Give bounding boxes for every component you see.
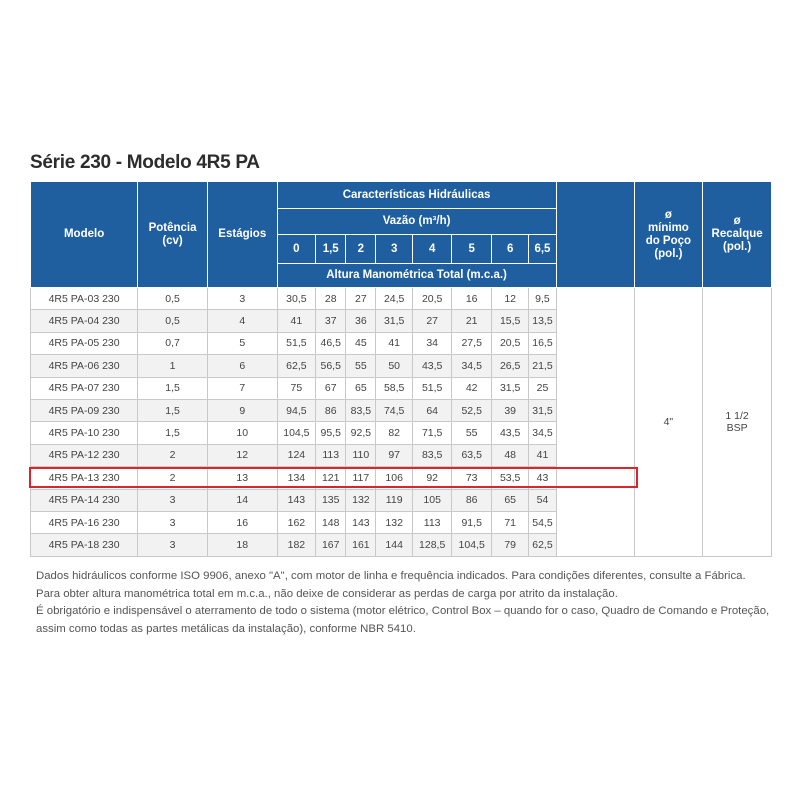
cell-altura: 27 [412, 310, 452, 332]
header-flow: 5 [452, 235, 492, 264]
header-flow: 0 [277, 235, 316, 264]
header-flow: 2 [346, 235, 376, 264]
header-potencia [138, 182, 208, 288]
header-flow: 4 [412, 235, 452, 264]
cell-altura: 162 [277, 511, 316, 533]
spec-table [30, 181, 772, 557]
cell-altura: 16 [452, 288, 492, 310]
cell-altura: 124 [277, 444, 316, 466]
cell-altura: 42 [452, 377, 492, 399]
header-flow: 1,5 [316, 235, 346, 264]
cell-altura: 71 [491, 511, 528, 533]
cell-estagios: 18 [207, 534, 277, 556]
cell-altura: 12 [491, 288, 528, 310]
cell-altura: 105 [412, 489, 452, 511]
header-recalque-line-2: (pol.) [723, 241, 752, 253]
cell-altura: 34,5 [529, 422, 556, 444]
cell-altura: 62,5 [529, 534, 556, 556]
cell-modelo: 4R5 PA-14 230 [31, 489, 138, 511]
cell-modelo: 4R5 PA-04 230 [31, 310, 138, 332]
note: assim como todas as partes metálicas da instalação), conforme NBR 5410. [36, 622, 416, 635]
cell-altura: 26,5 [491, 355, 528, 377]
cell-modelo: 4R5 PA-09 230 [31, 399, 138, 421]
cell-potencia: 3 [138, 534, 208, 556]
cell-estagios: 14 [207, 489, 277, 511]
cell-altura: 31,5 [491, 377, 528, 399]
cell-altura: 53,5 [491, 467, 528, 489]
cell-altura: 46,5 [316, 332, 346, 354]
header-poco-line-0: ø [664, 208, 672, 221]
cell-altura: 182 [277, 534, 316, 556]
cell-altura: 51,5 [412, 377, 452, 399]
cell-altura: 56,5 [316, 355, 346, 377]
cell-altura: 16,5 [529, 332, 556, 354]
header-modelo: Modelo [31, 182, 138, 288]
cell-altura: 144 [376, 534, 412, 556]
cell-altura: 27,5 [452, 332, 492, 354]
cell-altura: 128,5 [412, 534, 452, 556]
cell-altura: 110 [346, 444, 376, 466]
cell-altura: 28 [316, 288, 346, 310]
header-estagios: Estágios [207, 182, 277, 288]
cell-altura: 54 [529, 489, 556, 511]
cell-altura: 45 [346, 332, 376, 354]
cell-altura: 64 [412, 399, 452, 421]
cell-altura: 41 [376, 332, 412, 354]
cell-modelo: 4R5 PA-07 230 [31, 377, 138, 399]
cell-altura: 41 [529, 444, 556, 466]
header-poco [634, 182, 703, 288]
cell-recalque-line: 1 1/2 [725, 409, 749, 422]
cell-potencia: 1,5 [138, 422, 208, 444]
header-poco-line-3: (pol.) [654, 247, 683, 260]
cell-altura: 55 [452, 422, 492, 444]
cell-estagios: 10 [207, 422, 277, 444]
cell-altura: 65 [491, 489, 528, 511]
cell-altura: 21,5 [529, 355, 556, 377]
notes [36, 568, 776, 638]
cell-poco: 4" [634, 288, 703, 557]
cell-altura: 52,5 [452, 399, 492, 421]
cell-altura: 31,5 [529, 399, 556, 421]
header-potencia-label: Potência [148, 221, 197, 234]
cell-potencia: 2 [138, 444, 208, 466]
cell-altura: 36 [346, 310, 376, 332]
cell-altura: 121 [316, 467, 346, 489]
cell-potencia: 1 [138, 355, 208, 377]
cell-estagios: 12 [207, 444, 277, 466]
header-flow: 6,5 [529, 235, 556, 264]
cell-altura: 34 [412, 332, 452, 354]
cell-altura: 21 [452, 310, 492, 332]
cell-altura: 31,5 [376, 310, 412, 332]
cell-potencia: 0,5 [138, 288, 208, 310]
header-flow: 6 [491, 235, 528, 264]
cell-estagios: 6 [207, 355, 277, 377]
header-blank [556, 182, 634, 288]
cell-altura: 54,5 [529, 511, 556, 533]
cell-altura: 167 [316, 534, 346, 556]
cell-altura: 48 [491, 444, 528, 466]
cell-modelo: 4R5 PA-18 230 [31, 534, 138, 556]
cell-altura: 113 [412, 511, 452, 533]
cell-modelo: 4R5 PA-06 230 [31, 355, 138, 377]
cell-recalque-line: BSP [726, 421, 748, 434]
cell-altura: 20,5 [412, 288, 452, 310]
cell-altura: 24,5 [376, 288, 412, 310]
cell-altura: 65 [346, 377, 376, 399]
cell-altura: 73 [452, 467, 492, 489]
cell-altura: 94,5 [277, 399, 316, 421]
cell-altura: 148 [316, 511, 346, 533]
note: Dados hidráulicos conforme ISO 9906, anexo "A", com motor de linha e frequência indicados. Para condições diferentes, consulte a Fábrica. [36, 570, 746, 582]
cell-altura: 30,5 [277, 288, 316, 310]
cell-estagios: 16 [207, 511, 277, 533]
cell-altura: 113 [316, 444, 346, 466]
cell-altura: 132 [346, 489, 376, 511]
cell-altura: 92 [412, 467, 452, 489]
cell-potencia: 3 [138, 511, 208, 533]
cell-estagios: 13 [207, 467, 277, 489]
cell-potencia: 0,5 [138, 310, 208, 332]
cell-altura: 43,5 [491, 422, 528, 444]
cell-altura: 134 [277, 467, 316, 489]
cell-altura: 67 [316, 377, 346, 399]
header-poco-line-1: mínimo [647, 221, 689, 234]
cell-altura: 143 [346, 511, 376, 533]
cell-altura: 75 [277, 377, 316, 399]
cell-modelo: 4R5 PA-10 230 [31, 422, 138, 444]
cell-altura: 82 [376, 422, 412, 444]
cell-altura: 135 [316, 489, 346, 511]
cell-potencia: 1,5 [138, 399, 208, 421]
cell-altura: 143 [277, 489, 316, 511]
header-caracteristicas: Características Hidráulicas [277, 182, 556, 209]
table-row [31, 288, 772, 310]
cell-modelo: 4R5 PA-12 230 [31, 444, 138, 466]
cell-altura: 43,5 [412, 355, 452, 377]
cell-altura: 83,5 [346, 399, 376, 421]
cell-altura: 63,5 [452, 444, 492, 466]
cell-potencia: 1,5 [138, 377, 208, 399]
cell-altura: 41 [277, 310, 316, 332]
cell-modelo: 4R5 PA-03 230 [31, 288, 138, 310]
cell-altura: 132 [376, 511, 412, 533]
cell-altura: 25 [529, 377, 556, 399]
cell-modelo: 4R5 PA-16 230 [31, 511, 138, 533]
cell-altura: 37 [316, 310, 346, 332]
cell-altura: 51,5 [277, 332, 316, 354]
cell-altura: 117 [346, 467, 376, 489]
cell-potencia: 2 [138, 467, 208, 489]
header-poco-line-2: do Poço [645, 234, 692, 247]
header-vazao: Vazão (m³/h) [277, 209, 556, 235]
cell-altura: 104,5 [277, 422, 316, 444]
cell-potencia: 3 [138, 489, 208, 511]
cell-altura: 83,5 [412, 444, 452, 466]
header-flow: 3 [376, 235, 412, 264]
header-altura: Altura Manométrica Total (m.c.a.) [277, 264, 556, 288]
cell-altura: 15,5 [491, 310, 528, 332]
cell-altura: 79 [491, 534, 528, 556]
note: Para obter altura manométrica total em m.c.a., não deixe de considerar as perdas de carga por atrito da instalação. [36, 587, 618, 600]
cell-altura: 9,5 [529, 288, 556, 310]
cell-altura: 50 [376, 355, 412, 377]
cell-blank [556, 288, 634, 557]
cell-altura: 95,5 [316, 422, 346, 444]
cell-estagios: 4 [207, 310, 277, 332]
cell-altura: 13,5 [529, 310, 556, 332]
cell-altura: 92,5 [346, 422, 376, 444]
header-recalque-line-1: Recalque [711, 228, 763, 240]
cell-altura: 91,5 [452, 511, 492, 533]
cell-altura: 34,5 [452, 355, 492, 377]
cell-estagios: 3 [207, 288, 277, 310]
cell-altura: 106 [376, 467, 412, 489]
cell-modelo: 4R5 PA-05 230 [31, 332, 138, 354]
cell-altura: 58,5 [376, 377, 412, 399]
cell-altura: 62,5 [277, 355, 316, 377]
cell-altura: 39 [491, 399, 528, 421]
note: É obrigatório e indispensável o aterramento de todo o sistema (motor elétrico, Control Box – quando for o caso, Quadro de Comando e Proteção, [36, 605, 770, 617]
page-title: Série 230 - Modelo 4R5 PA [30, 152, 260, 173]
cell-altura: 71,5 [412, 422, 452, 444]
cell-altura: 86 [452, 489, 492, 511]
cell-altura: 55 [346, 355, 376, 377]
cell-estagios: 5 [207, 332, 277, 354]
cell-altura: 161 [346, 534, 376, 556]
header-potencia-unit: (cv) [162, 234, 183, 247]
cell-potencia: 0,7 [138, 332, 208, 354]
cell-altura: 20,5 [491, 332, 528, 354]
cell-altura: 104,5 [452, 534, 492, 556]
cell-altura: 27 [346, 288, 376, 310]
cell-altura: 74,5 [376, 399, 412, 421]
cell-modelo: 4R5 PA-13 230 [31, 467, 138, 489]
header-recalque [703, 182, 772, 288]
cell-altura: 119 [376, 489, 412, 511]
cell-altura: 86 [316, 399, 346, 421]
cell-recalque [703, 288, 772, 557]
cell-altura: 43 [529, 467, 556, 489]
cell-estagios: 9 [207, 399, 277, 421]
cell-altura: 97 [376, 444, 412, 466]
cell-estagios: 7 [207, 377, 277, 399]
header-recalque-line-0: ø [733, 215, 741, 227]
